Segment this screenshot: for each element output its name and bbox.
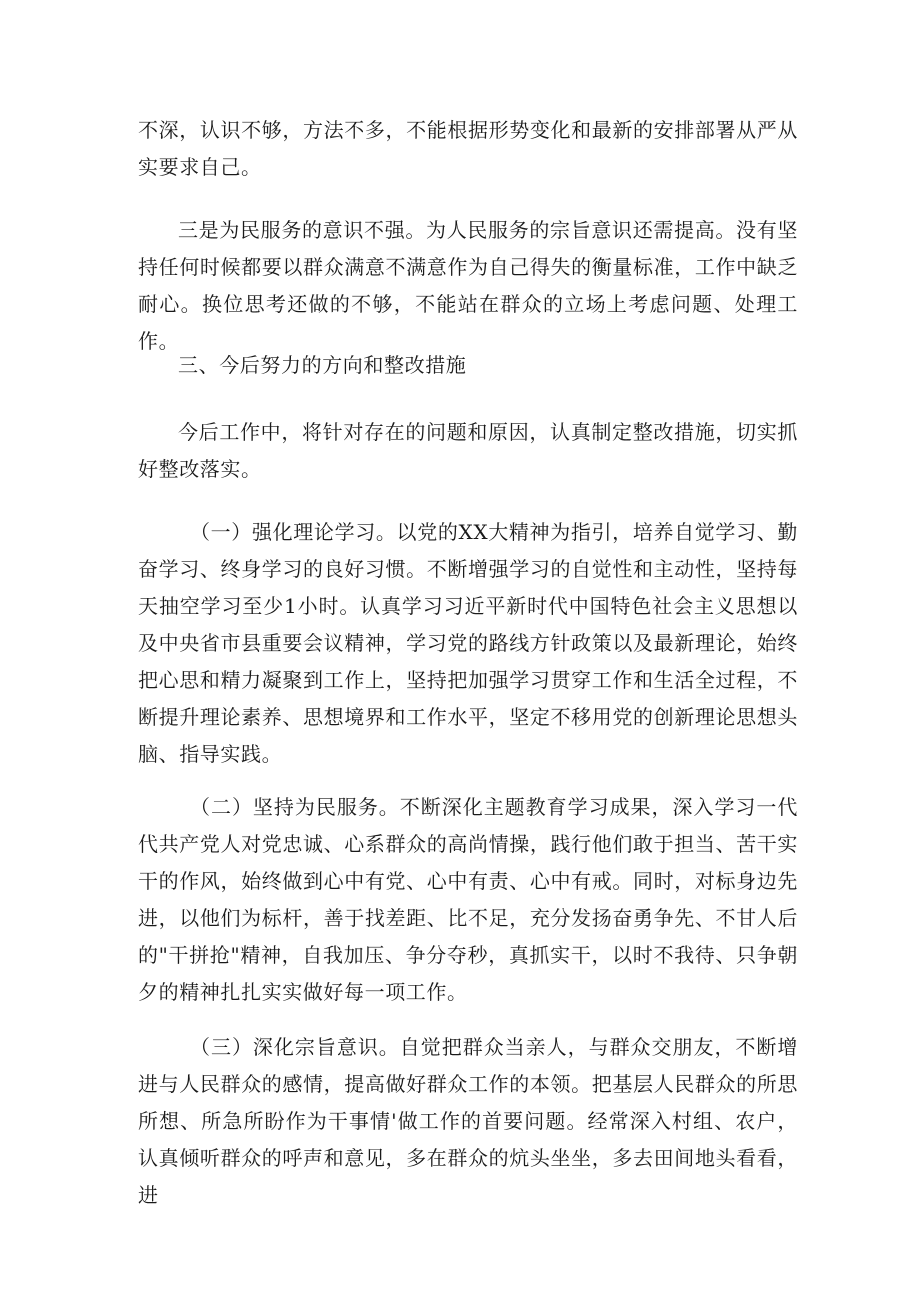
paragraph-intro: 今后工作中，将针对存在的问题和原因，认真制定整改措施，切实抓好整改落实。	[138, 420, 798, 481]
paragraph-service-awareness: 三是为民服务的意识不强。为人民服务的宗旨意识还需提高。没有坚持任何时候都要以群众满意不满意作为自己得失的衡量标准，工作中缺乏耐心。换位思考还做的不够，不能站在群众的立场上考虑问题、处理工作。	[138, 218, 798, 353]
paragraph-serve-people: （二）坚持为民服务。不断深化主题教育学习成果，深入学习一代代共产党人对党忠诚、心系群众的高尚情操，践行他们敢于担当、苦干实干的作风，始终做到心中有党、心中有责、心中有戒。同时，对标身边先进，以他们为标杆，善于找差距、比不足，充分发扬奋勇争先、不甘人后的"干拼抢"精神，自我加压、争分夺秒，真抓实干，以时不我待、只争朝夕的精神扎扎实实做好每一项工作。	[138, 795, 798, 1004]
paragraph-continuation: 不深，认识不够，方法不多，不能根据形势变化和最新的安排部署从严从实要求自己。	[138, 118, 798, 179]
section-heading: 三、今后努力的方向和整改措施	[178, 353, 467, 377]
paragraph-theory-study: （一）强化理论学习。以党的XX大精神为指引，培养自觉学习、勤奋学习、终身学习的良好习惯。不断增强学习的自觉性和主动性，坚持每天抽空学习至少1小时。认真学习习近平新时代中国特色社会主义思想以及中央省市县重要会议精神，学习党的路线方针政策以及最新理论，始终把心思和精力凝聚到工作上，坚持把加强学习贯穿工作和生活全过程，不断提升理论素养、思想境界和工作水平，坚定不移用党的创新理论思想头脑、指导实践。	[138, 520, 798, 766]
paragraph-purpose-awareness: （三）深化宗旨意识。自觉把群众当亲人，与群众交朋友，不断增进与人民群众的感情，提高做好群众工作的本领。把基层人民群众的所思所想、所急所盼作为干事情'做工作的首要问题。经常深入村组、农户，认真倾听群众的呼声和意见，多在群众的炕头坐坐，多去田间地头看看，进	[138, 1035, 798, 1207]
